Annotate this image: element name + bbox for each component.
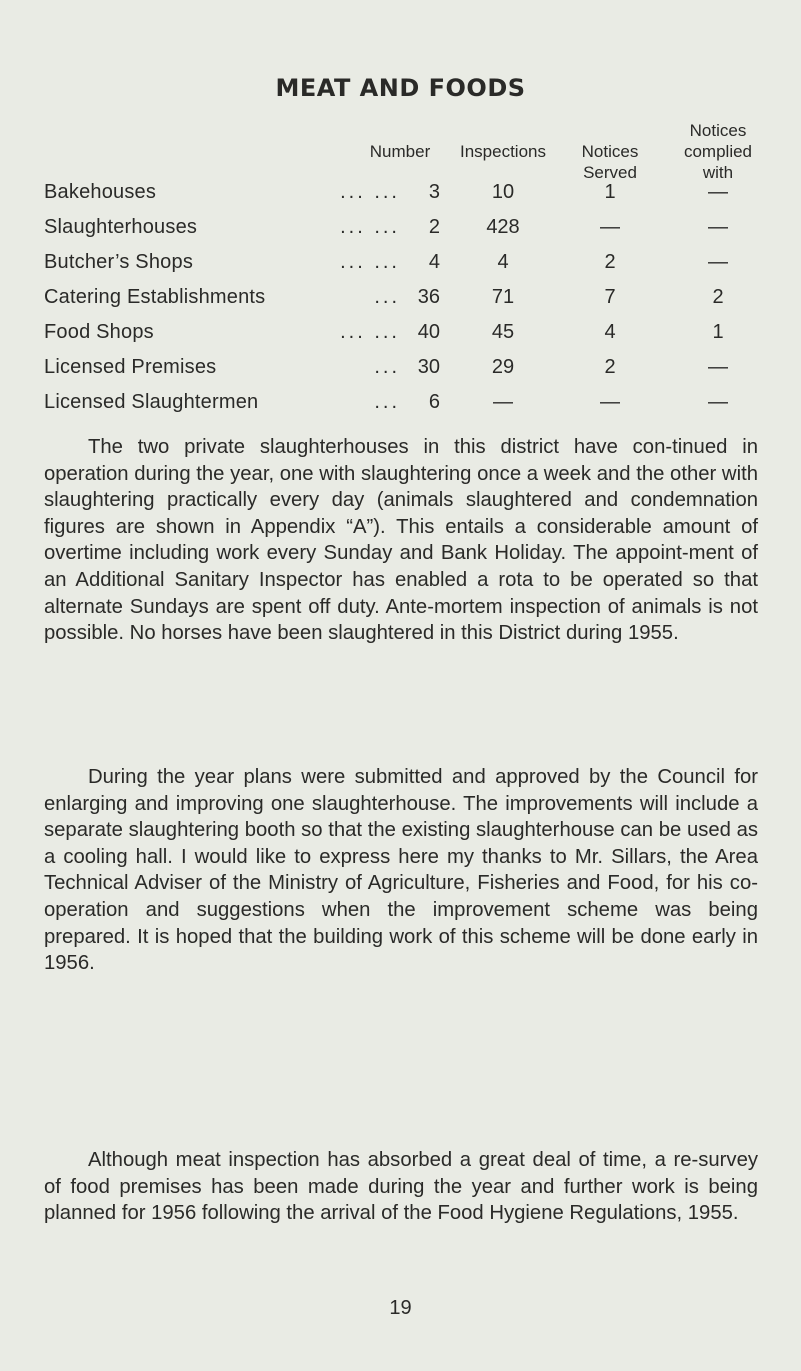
cell-notices-complied: — bbox=[708, 391, 728, 413]
row-label: Licensed Slaughtermen bbox=[44, 391, 259, 413]
cell-notices-served: 7 bbox=[604, 286, 616, 308]
cell-inspections: 10 bbox=[491, 181, 515, 203]
cell-notices-complied: — bbox=[708, 216, 728, 238]
cell-notices-served: 2 bbox=[604, 251, 616, 273]
row-leader-dots: ... ... bbox=[340, 181, 400, 203]
row-label: Food Shops bbox=[44, 321, 154, 343]
column-header-notices-served-line2: Served bbox=[583, 163, 637, 182]
column-header-inspections bbox=[438, 141, 568, 162]
page-title: MEAT AND FOODS bbox=[275, 74, 526, 102]
page-number: 19 bbox=[389, 1297, 412, 1319]
cell-notices-complied: — bbox=[708, 251, 728, 273]
column-header-notices-complied-line3: with bbox=[702, 163, 734, 182]
cell-inspections: 29 bbox=[491, 356, 515, 378]
cell-number: 30 bbox=[417, 356, 440, 378]
cell-number: 6 bbox=[428, 391, 440, 413]
cell-notices-complied: 1 bbox=[712, 321, 724, 343]
table-row bbox=[0, 391, 801, 419]
cell-notices-complied: 2 bbox=[712, 286, 724, 308]
cell-inspections: 4 bbox=[497, 251, 509, 273]
row-leader-dots: ... bbox=[374, 286, 400, 308]
column-header-notices-served bbox=[560, 141, 660, 183]
row-label: Butcher’s Shops bbox=[44, 251, 194, 273]
cell-inspections: 71 bbox=[491, 286, 515, 308]
table-row bbox=[0, 356, 801, 384]
paragraph-food-premises: Although meat inspection has absorbed a great deal of time, a re-survey of food premises has been made during the year and further work is being planned for 1956 following the arrival of the Food Hygiene Regulations, 1955. bbox=[44, 1149, 758, 1225]
row-leader-dots: ... ... bbox=[340, 321, 400, 343]
cell-notices-served: — bbox=[600, 391, 620, 413]
table-row bbox=[0, 321, 801, 349]
cell-notices-served: — bbox=[600, 216, 620, 238]
paragraph-improvement-plans: During the year plans were submitted and approved by the Council for enlarging and improving one slaughterhouse. The improvements will include a separate slaughtering booth so that the existing slaughterhouse can be used as a cooling hall. I would like to express here my thanks to Mr. Sillars, the Area Technical Adviser of the Ministry of Agriculture, Fisheries and Food, for his co-operation and suggestions when the improvement scheme was being prepared. It is hoped that the building work of this scheme will be done early in 1956. bbox=[44, 766, 758, 975]
cell-number: 2 bbox=[428, 216, 440, 238]
row-leader-dots: ... ... bbox=[340, 251, 400, 273]
cell-number: 36 bbox=[417, 286, 440, 308]
cell-notices-complied: — bbox=[708, 181, 728, 203]
row-leader-dots: ... ... bbox=[340, 216, 400, 238]
cell-number: 4 bbox=[428, 251, 440, 273]
cell-number: 40 bbox=[417, 321, 440, 343]
table-row bbox=[0, 181, 801, 209]
cell-number: 3 bbox=[428, 181, 440, 203]
cell-notices-complied: — bbox=[708, 356, 728, 378]
row-leader-dots: ... bbox=[374, 391, 400, 413]
row-label: Slaughterhouses bbox=[44, 216, 198, 238]
column-header-notices-complied-line2: complied bbox=[683, 142, 753, 161]
table-row bbox=[0, 286, 801, 314]
row-label: Bakehouses bbox=[44, 181, 157, 203]
paragraph-slaughterhouses: The two private slaughterhouses in this district have con-tinued in operation during the year, one with slaughtering once a week and the other with slaughtering practically every day (animals slaughtered and condemnation figures are shown in Appendix “A”). This entails a considerable amount of overtime including work every Sunday and Bank Holiday. The appoint-ment of an Additional Sanitary Inspector has enabled a rota to be operated so that alternate Sundays are spent off duty. Ante-mortem inspection of animals is not possible. No horses have been slaughtered in this District during 1955. bbox=[44, 436, 758, 645]
cell-inspections: — bbox=[493, 391, 513, 413]
cell-notices-served: 2 bbox=[604, 356, 616, 378]
row-label: Catering Establishments bbox=[44, 286, 266, 308]
row-label: Licensed Premises bbox=[44, 356, 217, 378]
row-leader-dots: ... bbox=[374, 356, 400, 378]
column-header-notices-complied-line1: Notices bbox=[689, 121, 747, 140]
table-row bbox=[0, 251, 801, 279]
column-header-notices-served-line1: Notices bbox=[581, 142, 639, 161]
column-header-inspections-text: Inspections bbox=[460, 142, 546, 161]
column-header-notices-complied bbox=[658, 120, 778, 183]
cell-inspections: 45 bbox=[491, 321, 515, 343]
cell-notices-served: 1 bbox=[604, 181, 616, 203]
cell-inspections: 428 bbox=[486, 216, 520, 238]
cell-notices-served: 4 bbox=[604, 321, 616, 343]
column-header-number-text: Number bbox=[369, 142, 431, 161]
table-row bbox=[0, 216, 801, 244]
